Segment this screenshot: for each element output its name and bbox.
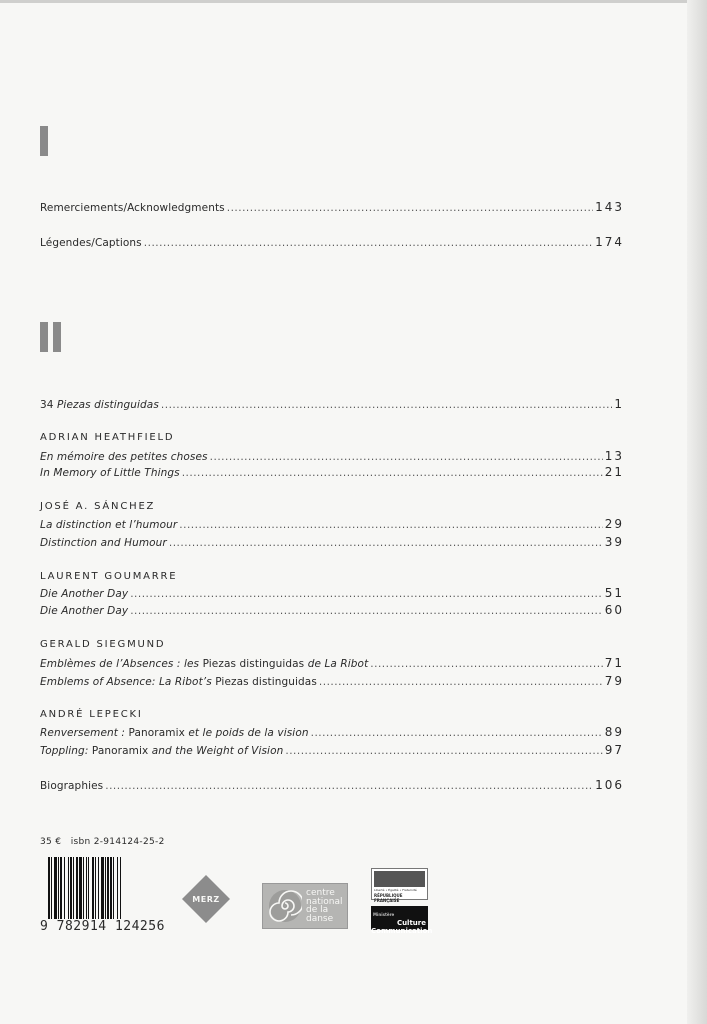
toc-entry[interactable]	[40, 517, 624, 531]
toc-page: 29	[604, 517, 624, 531]
toc-page: 60	[604, 603, 624, 617]
leader-dots	[285, 745, 602, 757]
toc-page: 21	[604, 465, 624, 479]
leader-dots	[169, 537, 603, 549]
toc-entry[interactable]	[40, 743, 624, 757]
barcode	[40, 857, 168, 937]
roman-stroke	[53, 322, 61, 352]
author-goumarre: LAURENT GOUMARRE	[40, 571, 178, 582]
leader-dots	[179, 519, 602, 531]
toc-title: La distinction et l’humour	[40, 519, 178, 531]
roman-stroke	[40, 322, 48, 352]
toc-page: 143	[595, 200, 624, 214]
barcode-bar	[121, 857, 122, 919]
price: 35 €	[40, 837, 62, 847]
leader-dots	[311, 727, 603, 739]
isbn: isbn 2-914124-25-2	[70, 837, 165, 847]
toc-title: Die Another Day	[40, 605, 129, 617]
toc-title: Biographies	[40, 780, 104, 792]
toc-entry-acknowledgments[interactable]	[40, 200, 624, 214]
toc-entry[interactable]	[40, 465, 624, 479]
section-marker-ii	[40, 322, 61, 352]
toc-page: 79	[604, 674, 624, 688]
toc-entry-piezas[interactable]	[40, 397, 624, 411]
merz-logo-text: MERZ	[192, 895, 220, 904]
author-heathfield: ADRIAN HEATHFIELD	[40, 432, 175, 443]
leader-dots	[161, 399, 612, 411]
toc-page: 97	[604, 743, 624, 757]
page-top-edge	[0, 0, 707, 3]
leader-dots	[210, 451, 603, 463]
author-sanchez: JOSÉ A. SÁNCHEZ	[40, 501, 156, 512]
author-lepecki: ANDRÉ LEPECKI	[40, 709, 143, 720]
toc-title: Distinction and Humour	[40, 537, 167, 549]
toc-page: 174	[595, 235, 624, 249]
marianne-block: Liberté • Égalité • Fraternité RÉPUBLIQUE FRANÇAISE	[371, 868, 428, 900]
leader-dots	[319, 676, 603, 688]
toc-entry[interactable]	[40, 449, 624, 463]
leader-dots	[227, 202, 593, 214]
toc-entry-captions[interactable]	[40, 235, 624, 249]
toc-page: 13	[604, 449, 624, 463]
leader-dots	[105, 780, 593, 792]
page-right-edge	[687, 0, 707, 1024]
roman-stroke	[40, 126, 48, 156]
toc-entry[interactable]	[40, 674, 624, 688]
leader-dots	[130, 605, 603, 617]
price-isbn-line	[40, 837, 165, 847]
marianne-icon	[374, 871, 425, 887]
leader-dots	[182, 467, 603, 479]
section-marker-i	[40, 126, 48, 156]
toc-title: 34 Piezas distinguidas	[40, 399, 159, 411]
centre-national-danse-logo	[262, 883, 348, 929]
author-siegmund: GERALD SIEGMUND	[40, 639, 166, 650]
toc-entry[interactable]	[40, 586, 624, 600]
toc-title: Toppling: Panoramix and the Weight of Vision	[40, 745, 284, 757]
cnd-text: centre national de la danse	[306, 888, 343, 924]
toc-title: Emblems of Absence: La Ribot’s Piezas distinguidas	[40, 676, 317, 688]
merz-logo	[181, 874, 231, 924]
ministere-culture-block: Ministère Culture Communication	[371, 906, 428, 930]
toc-title: En mémoire des petites choses	[40, 451, 208, 463]
barcode-bars	[48, 857, 166, 919]
toc-page: 1	[614, 397, 624, 411]
toc-entry[interactable]	[40, 603, 624, 617]
toc-entry[interactable]	[40, 535, 624, 549]
toc-title: Légendes/Captions	[40, 237, 142, 249]
toc-entry-biographies[interactable]	[40, 778, 624, 792]
leader-dots	[144, 237, 593, 249]
barcode-number: 9 782914 124256	[40, 919, 165, 934]
leader-dots	[370, 658, 602, 670]
toc-title: Die Another Day	[40, 588, 129, 600]
toc-title: Remerciements/Acknowledgments	[40, 202, 225, 214]
toc-title: Renversement : Panoramix et le poids de la vision	[40, 727, 309, 739]
toc-page: 106	[595, 778, 624, 792]
toc-title: Emblèmes de l’Absences : les Piezas distinguidas de La Ribot	[40, 658, 369, 670]
toc-page: 39	[604, 535, 624, 549]
toc-page: 89	[604, 725, 624, 739]
toc-entry[interactable]	[40, 656, 624, 670]
leader-dots	[130, 588, 603, 600]
toc-entry[interactable]	[40, 725, 624, 739]
toc-page: 51	[604, 586, 624, 600]
toc-title: In Memory of Little Things	[40, 467, 180, 479]
republique-francaise-logo	[371, 868, 433, 938]
toc-page: 71	[604, 656, 624, 670]
spiral-icon	[268, 889, 302, 923]
